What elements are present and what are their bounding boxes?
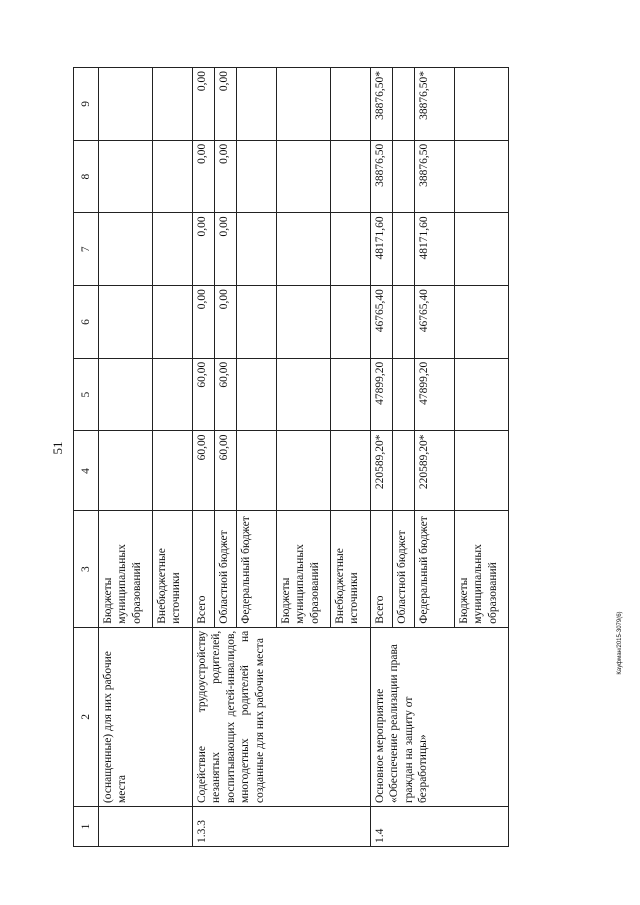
row-number-cell: 1.3.3	[193, 807, 371, 847]
table-row	[193, 68, 215, 847]
header-cell: 3	[74, 511, 99, 627]
value-cell	[237, 286, 277, 359]
funding-source-cell: Федеральный бюджет	[415, 511, 455, 627]
value-cell	[99, 286, 153, 359]
value-cell	[99, 140, 153, 213]
value-cell: 38876,50	[415, 140, 455, 213]
value-cell: 0,00	[193, 213, 215, 286]
value-cell	[277, 358, 331, 431]
value-cell: 38876,50	[371, 140, 393, 213]
value-cell	[99, 213, 153, 286]
value-cell	[393, 358, 415, 431]
value-cell: 47899,20	[415, 358, 455, 431]
value-cell: 60,00	[215, 358, 237, 431]
value-cell: 48171,60	[371, 213, 393, 286]
value-cell	[393, 286, 415, 359]
activity-name-cell: Основное мероприятие «Обеспечение реализации права граждан на защиту от безработицы»	[371, 627, 509, 806]
table-row	[371, 68, 393, 847]
header-cell: 6	[74, 286, 99, 359]
value-cell	[153, 140, 193, 213]
value-cell: 0,00	[193, 68, 215, 141]
value-cell	[393, 213, 415, 286]
value-cell	[153, 68, 193, 141]
page-number: 51	[50, 441, 65, 455]
value-cell: 47899,20	[371, 358, 393, 431]
value-cell	[455, 431, 509, 511]
header-cell: 2	[74, 627, 99, 806]
value-cell	[277, 431, 331, 511]
value-cell	[277, 68, 331, 141]
value-cell: 0,00	[215, 286, 237, 359]
funding-source-cell: Всего	[371, 511, 393, 627]
rotated-table-container	[73, 67, 527, 847]
value-cell	[393, 140, 415, 213]
value-cell	[153, 431, 193, 511]
funding-source-cell: Федеральный бюджет	[237, 511, 277, 627]
value-cell	[99, 358, 153, 431]
header-cell: 7	[74, 213, 99, 286]
value-cell	[331, 358, 371, 431]
value-cell: 0,00	[193, 140, 215, 213]
value-cell	[455, 286, 509, 359]
value-cell: 38876,50*	[371, 68, 393, 141]
value-cell	[237, 213, 277, 286]
value-cell	[99, 68, 153, 141]
value-cell	[237, 431, 277, 511]
funding-source-cell: Бюджеты муниципальных образований	[455, 511, 509, 627]
value-cell	[331, 140, 371, 213]
funding-source-cell: Областной бюджет	[393, 511, 415, 627]
value-cell	[455, 68, 509, 141]
value-cell	[153, 213, 193, 286]
value-cell: 60,00	[193, 358, 215, 431]
value-cell	[277, 286, 331, 359]
header-cell: 4	[74, 431, 99, 511]
header-cell: 9	[74, 68, 99, 141]
document-stamp: Кауфман/2015-3079(6)	[617, 611, 623, 675]
value-cell: 48171,60	[415, 213, 455, 286]
value-cell: 220589,20*	[415, 431, 455, 511]
activity-name-cell: (оснащенные) для них рабочие места	[99, 627, 193, 806]
value-cell: 0,00	[215, 68, 237, 141]
table-row	[99, 68, 153, 847]
value-cell: 60,00	[193, 431, 215, 511]
funding-source-cell: Внебюджетные источники	[153, 511, 193, 627]
row-number-cell	[99, 807, 193, 847]
funding-source-cell: Внебюджетные источники	[331, 511, 371, 627]
value-cell	[237, 140, 277, 213]
value-cell: 0,00	[215, 213, 237, 286]
value-cell	[277, 213, 331, 286]
value-cell	[455, 358, 509, 431]
value-cell	[331, 286, 371, 359]
value-cell	[331, 213, 371, 286]
value-cell	[331, 431, 371, 511]
funding-source-cell: Бюджеты муниципальных образований	[277, 511, 331, 627]
funding-source-cell: Всего	[193, 511, 215, 627]
value-cell	[153, 358, 193, 431]
value-cell	[277, 140, 331, 213]
header-cell: 8	[74, 140, 99, 213]
value-cell: 60,00	[215, 431, 237, 511]
value-cell	[153, 286, 193, 359]
funding-source-cell: Бюджеты муниципальных образований	[99, 511, 153, 627]
value-cell: 220589,20*	[371, 431, 393, 511]
value-cell: 46765,40	[371, 286, 393, 359]
value-cell	[237, 358, 277, 431]
value-cell	[455, 213, 509, 286]
value-cell	[237, 68, 277, 141]
value-cell: 0,00	[215, 140, 237, 213]
value-cell: 0,00	[193, 286, 215, 359]
header-row	[74, 68, 99, 847]
value-cell	[393, 68, 415, 141]
header-cell: 1	[74, 807, 99, 847]
value-cell: 38876,50*	[415, 68, 455, 141]
header-cell: 5	[74, 358, 99, 431]
value-cell	[99, 431, 153, 511]
value-cell	[393, 431, 415, 511]
value-cell: 46765,40	[415, 286, 455, 359]
value-cell	[455, 140, 509, 213]
row-number-cell: 1.4	[371, 807, 509, 847]
activity-name-cell: Содействие трудоустройству незанятых родителей, воспитывающих детей-инвалидов, многодетных родителей на созданные для них рабочие места	[193, 627, 371, 806]
funding-source-cell: Областной бюджет	[215, 511, 237, 627]
value-cell	[331, 68, 371, 141]
budget-table	[73, 67, 509, 847]
